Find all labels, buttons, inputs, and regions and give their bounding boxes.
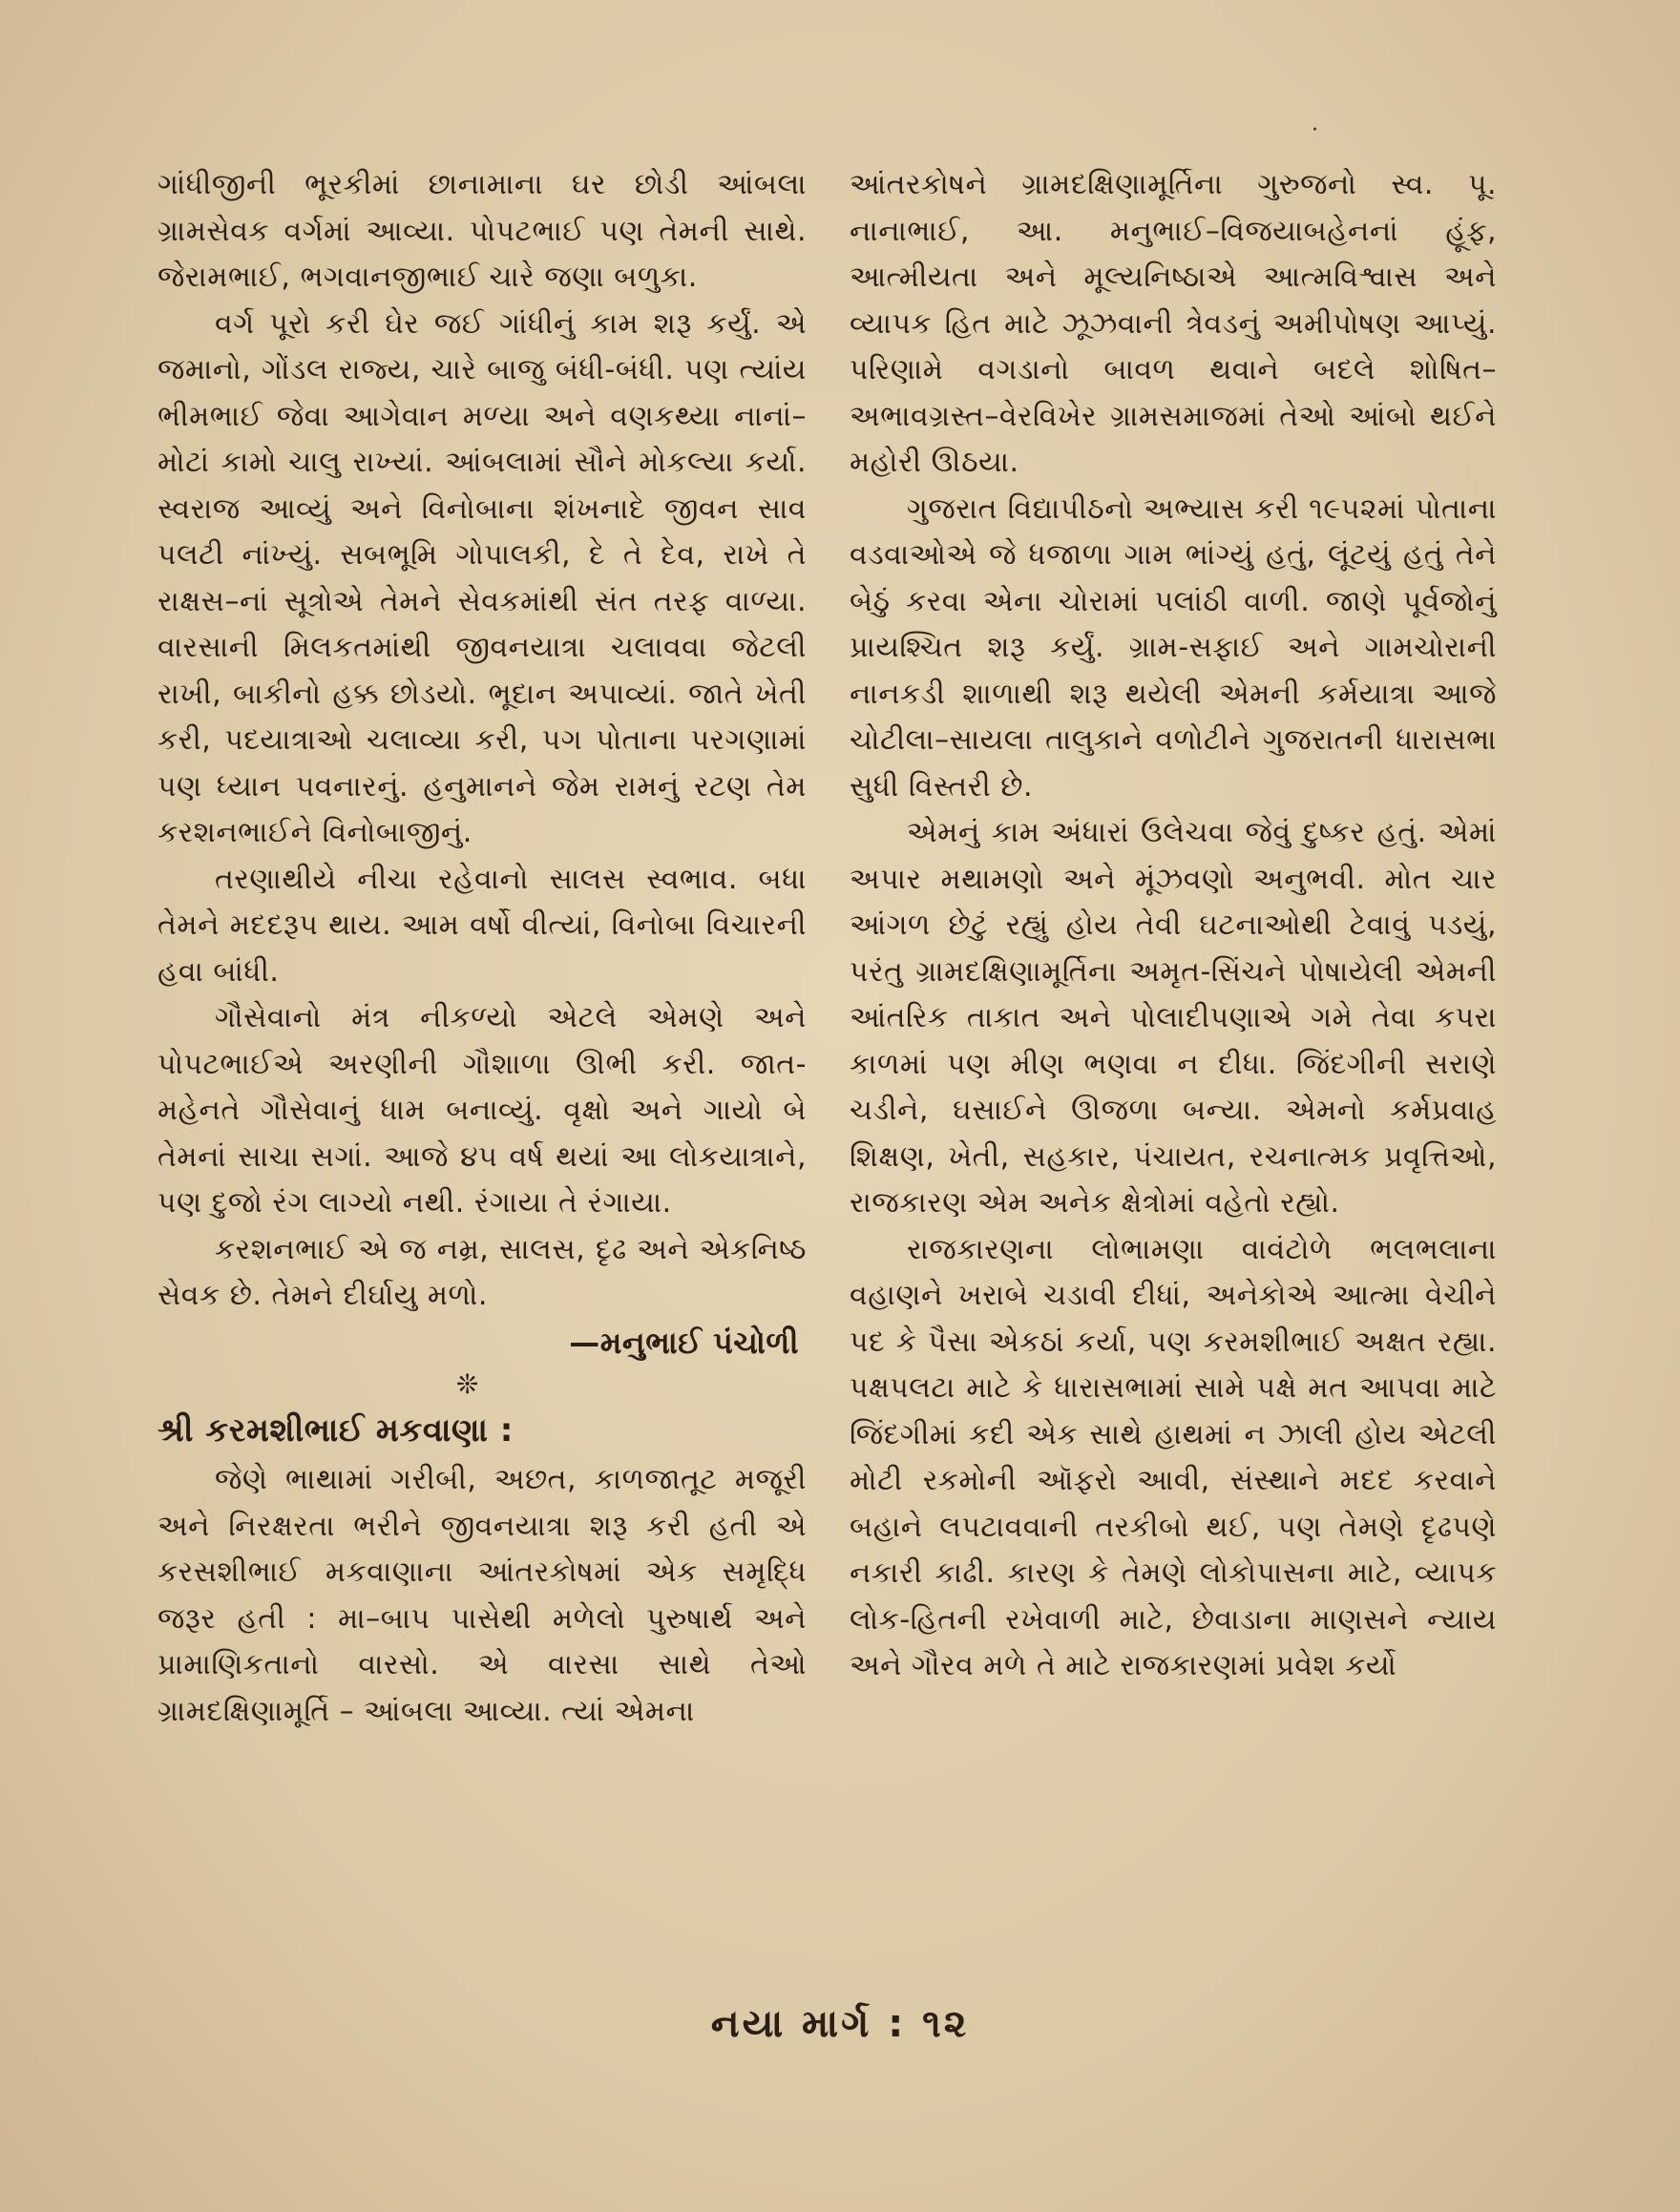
- right-column: [850, 162, 1497, 1690]
- paragraph: વર્ગ પૂરો કરી ઘેર જઈ ગાંધીનું કામ શરૂ કર્યું. એ જમાનો, ગોંડલ રાજ્ય, ચારે બાજુ બંધી-બંધી. પણ ત્યાંય ભીમભાઈ જેવા આગેવાન મળ્યા અને વણકથ્યા નાનાં–મોટાં કામો ચાલુ રાખ્યાં. આંબલામાં સૌને મોકલ્યા કર્યા. સ્વરાજ આવ્યું અને વિનોબાના શંખનાદે જીવન સાવ પલટી નાંખ્યું. સબભૂમિ ગોપાલકી, દે તે દેવ, રાખે તે રાક્ષસ–નાં સૂત્રોએ તેમને સેવકમાંથી સંત તરફ વાળ્યા. વારસાની મિલકતમાંથી જીવનયાત્રા ચલાવવા જેટલી રાખી, બાકીનો હક્ક છોડયો. ભૂદાન અપાવ્યાં. જાતે ખેતી કરી, પદયાત્રાઓ ચલાવ્યા કરી, પગ પોતાના પરગણામાં પણ ધ્યાન પવનારનું. હનુમાનને જેમ રામનું રટણ તેમ કરશનભાઈને વિનોબાજીનું.: [158, 306, 807, 849]
- author-signature: —મનુભાઈ પંચોળી: [569, 1324, 799, 1361]
- left-column: [158, 162, 807, 1735]
- page-footer: નયા માર્ગ : ૧૨: [710, 2002, 970, 2046]
- paragraph: રાજકારણના લોભામણા વાવંટોળે ભલભલાના વહાણને ખરાબે ચડાવી દીધાં, અનેકોએ આત્મા વેચીને પદ કે પૈસા એકઠાં કર્યા, પણ કરમશીભાઈ અક્ષત રહ્યા. પક્ષપલટા માટે કે ધારાસભામાં સામે પક્ષે મત આપવા માટે જિંદગીમાં કદી એક સાથે હાથમાં ન ઝાલી હોય એટલી મોટી રકમોની ઑફરો આવી, સંસ્થાને મદદ કરવાને બહાને લપટાવવાની તરકીબો થઈ, પણ તેમણે દૃઢપણે નકારી કાઢી. કારણ કે તેમણે લોકોપાસના માટે, વ્યાપક લોક-હિતની રખેવાળી માટે, છેવાડાના માણસને ન્યાય અને ગૌરવ મળે તે માટે રાજકારણમાં પ્રવેશ કર્યો: [850, 1232, 1497, 1682]
- paragraph: એમનું કામ અંધારાં ઉલેચવા જેવું દુષ્કર હતું. એમાં અપાર મથામણો અને મૂંઝવણો અનુભવી. મોત ચાર આંગળ છેટું રહ્યું હોય તેવી ઘટનાઓથી ટેવાવું પડયું, પરંતુ ગ્રામદક્ષિણામૂર્તિના અમૃત-સિંચને પોષાયેલી એમની આંતરિક તાકાત અને પોલાદીપણાએ ગમે તેવા કપરા કાળમાં પણ મીણ ભણવા ન દીધા. જિંદગીની સરાણે ચડીને, ઘસાઈને ઊજળા બન્યા. એમનો કર્મપ્રવાહ શિક્ષણ, ખેતી, સહકાર, પંચાયત, રચનાત્મક પ્રવૃત્તિઓ, રાજકારણ એમ અનેક ક્ષેત્રોમાં વહેતો રહ્યો.: [850, 816, 1497, 1220]
- paragraph: ગૌસેવાનો મંત્ર નીકળ્યો એટલે એમણે અને પોપટભાઈએ અરણીની ગૌશાળા ઊભી કરી. જાત-મહેનતે ગૌસેવાનું ધામ બનાવ્યું. વૃક્ષો અને ગાયો બે તેમનાં સાચા સગાં. આજે ૪૫ વર્ષ થયાં આ લોકયાત્રાને, પણ દુજો રંગ લાગ્યો નથી. રંગાયા તે રંગાયા.: [158, 1001, 807, 1220]
- section-heading: શ્રી કરમશીભાઈ મકવાણા :: [158, 1411, 514, 1450]
- paragraph: કરશનભાઈ એ જ નમ્ર, સાલસ, દૃઢ અને એકનિષ્ઠ સેવક છે. તેમને દીર્ઘાયુ મળો.: [158, 1232, 807, 1312]
- paragraph: તરણાથીયે નીચા રહેવાનો સાલસ સ્વભાવ. બધા તેમને મદદરૂપ થાય. આમ વર્ષો વીત્યાં, વિનોબા વિચારની હવા બાંધી.: [158, 862, 807, 989]
- top-dot-mark: ·: [1312, 118, 1318, 142]
- paragraph: જેણે ભાથામાં ગરીબી, અછત, કાળજાતૂટ મજૂરી અને નિરક્ષરતા ભરીને જીવનયાત્રા શરૂ કરી હતી એ કરસશીભાઈ મકવાણાના આંતરકોષમાં એક સમૃદ્ધિ જરૂર હતી : મા–બાપ પાસેથી મળેલો પુરુષાર્થ અને પ્રામાણિકતાનો વારસો. એ વારસા સાથે તેઓ ગ્રામદક્ષિણામૂર્તિ – આંબલા આવ્યા. ત્યાં એમના: [158, 1463, 807, 1728]
- paragraph: આંતરકોષને ગ્રામદક્ષિણામૂર્તિના ગુરુજનો સ્વ. પૂ. નાનાભાઈ, આ. મનુભાઈ–વિજયાબહેનનાં હૂંફ, આત્મીયતા અને મૂલ્યનિષ્ઠાએ આત્મવિશ્વાસ અને વ્યાપક હિત માટે ઝૂઝવાની ત્રેવડનું અમીપોષણ આપ્યું. પરિણામે વગડાનો બાવળ થવાને બદલે શોષિત–અભાવગ્રસ્ત–વેરવિખેર ગ્રામસમાજમાં તેઓ આંબો થઈને મહોરી ઊઠયા.: [850, 168, 1497, 479]
- section-separator: ❊: [456, 1368, 479, 1400]
- paragraph: ગુજરાત વિદ્યાપીઠનો અભ્યાસ કરી ૧૯૫૨માં પોતાના વડવાઓએ જે ધજાળા ગામ ભાંગ્યું હતું, લૂંટયું હતું તેને બેઠું કરવા એના ચોરામાં પલાંઠી વાળી. જાણે પૂર્વજોનું પ્રાયશ્ચિત શરૂ કર્યું. ગ્રામ-સફાઈ અને ગામચોરાની નાનકડી શાળાથી શરૂ થયેલી એમની કર્મયાત્રા આજે ચોટીલા–સાયલા તાલુકાને વળોટીને ગુજરાતની ધારાસભા સુધી વિસ્તરી છે.: [850, 491, 1497, 803]
- paragraph: ગાંધીજીની ભૂરકીમાં છાનામાના ઘર છોડી આંબલા ગ્રામસેવક વર્ગમાં આવ્યા. પોપટભાઈ પણ તેમની સાથે. જેરામભાઈ, ભગવાનજીભાઈ ચારે જણા બળુકા.: [158, 168, 807, 294]
